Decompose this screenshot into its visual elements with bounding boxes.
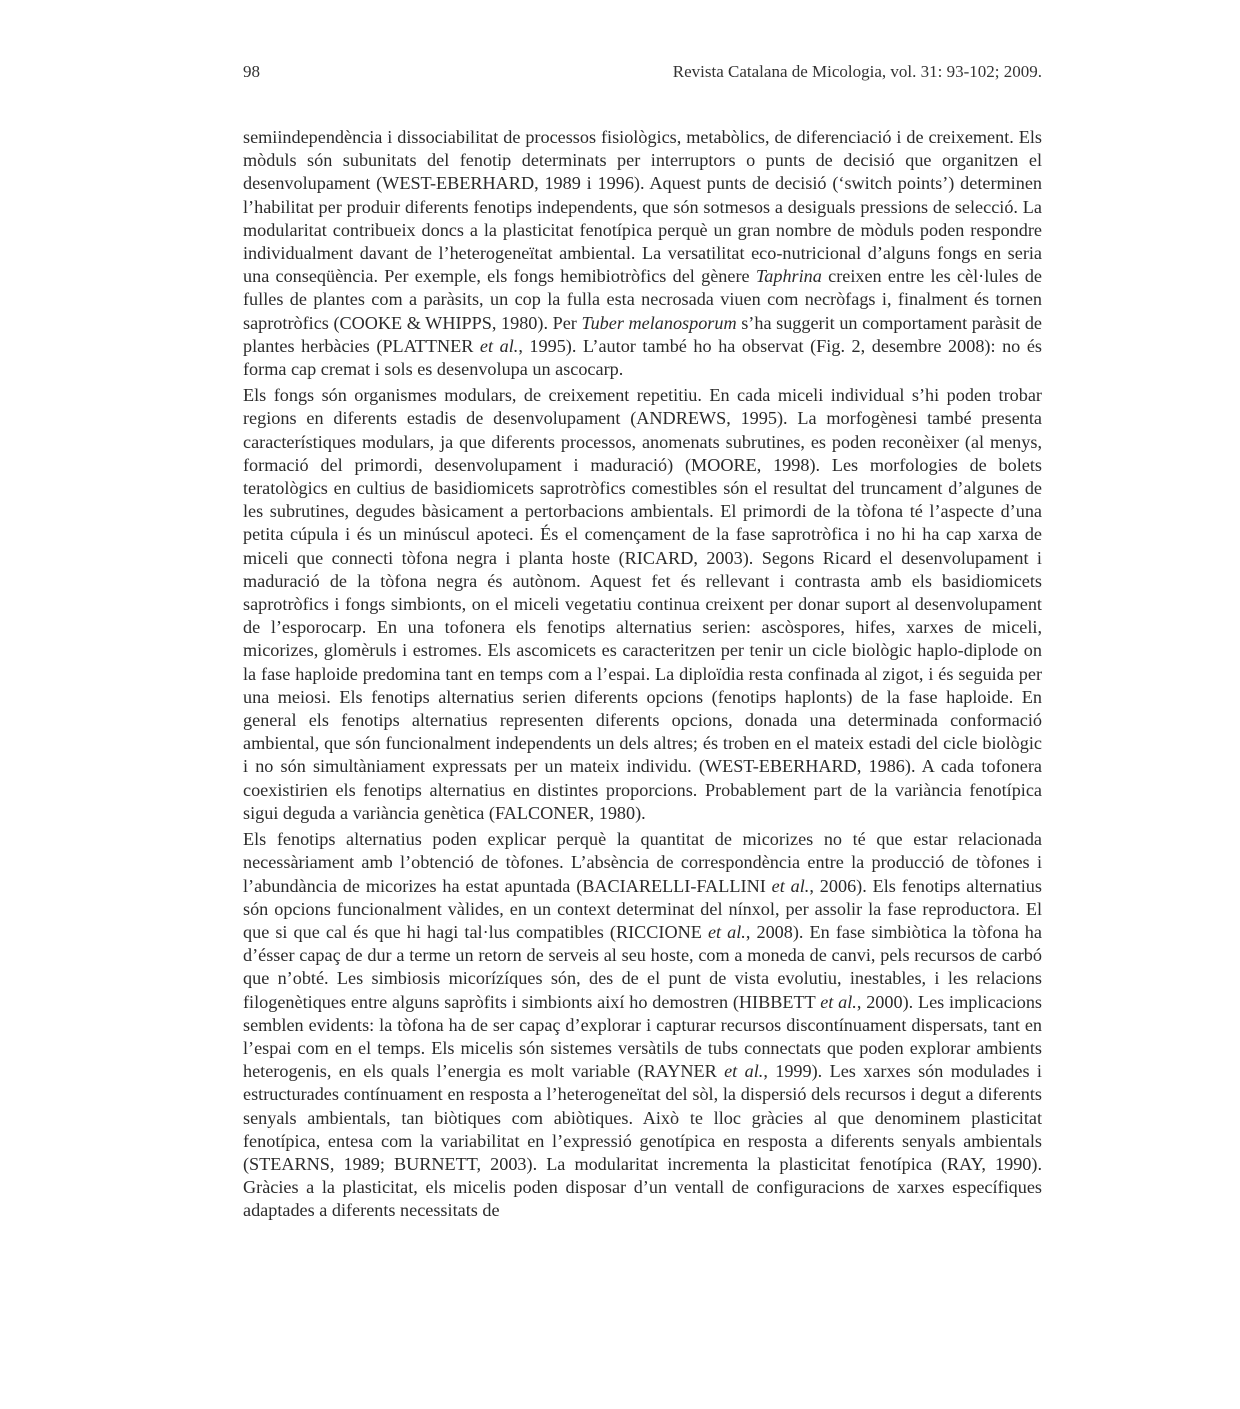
text-run: , 2000). Les implicacions semblen evidents: la tòfona ha de ser capaç d’explorar i capturar recursos discontínuament dispersats, tant en l’espai com en el temps. Els micelis són sistemes versàtils de tubs connectats que poden explorar ambients heterogenis, en els quals l’energia es molt variable (RAYNER bbox=[243, 991, 1042, 1082]
paragraph-1 bbox=[243, 126, 1042, 381]
text-run: , 2006). Els fenotips alternatius són opcions funcionalment vàlides, en un context determinat del nínxol, per assolir la fase reproductora. El que si que cal és que hi hagi tal·lus compatibles (RICCIONE bbox=[243, 875, 1042, 942]
text-run: semiindependència i dissociabilitat de processos fisiològics, metabòlics, de diferenciació i de creixement. Els mòduls són subunitats del fenotip determinats per interruptors o punts de decisió que organitzen el desenvolupament (WEST-EBERHARD, 1989 i 1996). Aquest punts de decisió (‘switch points’) determinen l’habilitat per produir diferents fenotips independents, que són sotmesos a desiguals pressions de selecció. La modularitat contribueix doncs a la plasticitat fenotípica perquè un gran nombre de mòduls poden respondre individualment davant de l’heterogeneïtat ambiental. La versatilitat eco-nutricional d’alguns fongs en seria una conseqüència. Per exemple, els fongs hemibiotròfics del gènere bbox=[243, 127, 1042, 287]
text-run: , 2008). En fase simbiòtica la tòfona ha d’ésser capaç de dur a terme un retorn de serveis al seu hoste, com a moneda de canvi, pels recursos de carbó que n’obté. Les simbiosis micorízíques són, des de el punt de vista evolutiu, inestables, i les relacions filogenètiques entre alguns sapròfits i simbionts així ho demostren (HIBBETT bbox=[243, 921, 1042, 1012]
italic-taxon: Taphrina bbox=[755, 266, 822, 287]
text-run: s’ha suggerit un comportament paràsit de plantes herbàcies (PLATTNER bbox=[243, 312, 1043, 356]
italic-taxon: Tuber melanosporum bbox=[581, 312, 737, 333]
italic-et-al: et al. bbox=[479, 335, 519, 356]
text-run: Els fongs són organismes modulars, de creixement repetitiu. En cada miceli individual s’hi poden trobar regions en diferents estadis de desenvolupament (ANDREWS, 1995). La morfogènesi també presenta característiques modulars, ja que diferents processos, anomenats subrutines, es poden reconèixer (al menys, formació del primordi, desenvolupament i maduració) (MOORE, 1998). Les morfologies de bolets teratològics en cultius de basidiomicets saprotròfics comestibles són el resultat del truncament d’algunes de les subrutines, degudes bàsicament a pertorbacions ambientals. El primordi de la tòfona té l’aspecte d’una petita cúpula i és un minúscul apoteci. És el començament de la fase saprotròfica i no hi ha cap xarxa de miceli que connecti tòfona negra i planta hoste (RICARD, 2003). Segons Ricard el desenvolupament i maduració de la tòfona negra és autònom. Aquest fet és rellevant i contrasta amb els basidiomicets saprotròfics i fongs simbionts, on el miceli vegetatiu continua creixent per donar suport al desenvolupament de l’esporocarp. En una tofonera els fenotips alternatius serien: ascòspores, hifes, xarxes de miceli, micorizes, glomèruls i estromes. Els ascomicets es caracteritzen per tenir un cicle biològic haplo-diplode on la fase haploide predomina tant en temps com a l’espai. La diploïdia resta confinada al zigot, i és seguida per una meiosi. Els fenotips alternatius serien diferents opcions (fenotips haplonts) de la fase haploide. En general els fenotips alternatius representen diferents opcions, donada una determinada conformació ambiental, que són funcionalment independents un dels altres; és troben en el mateix estadi del cicle biològic i no són simultàniament expressats per un mateix individu. (WEST-EBERHARD, 1986). A cada tofonera coexistirien els fenotips alternatius en distintes proporcions. Probablement part de la variància fenotípica sigui deguda a variància genètica (FALCONER, 1980). bbox=[243, 385, 1042, 823]
journal-reference: Revista Catalana de Micologia, vol. 31: 93-102; 2009. bbox=[672, 62, 1042, 81]
text-run: Els fenotips alternatius poden explicar perquè la quantitat de micorizes no té que estar relacionada necessàriament amb l’obtenció de tòfones. L’absència de correspondència entre la producció de tòfones i l’abundància de micorizes ha estat apuntada (BACIARELLI-FALLINI bbox=[243, 829, 1042, 896]
paragraph-3 bbox=[243, 828, 1042, 1222]
text-run: , 1999). Les xarxes són modulades i estructurades contínuament en resposta a l’heterogeneïtat del sòl, la dispersió dels recursos i degut a diferents senyals ambientals, tan biòtiques com abiòtiques. Això te lloc gràcies al que denominem plasticitat fenotípica, entesa com la variabilitat en l’expressió genotípica en resposta a diferents senyals ambientals (STEARNS, 1989; BURNETT, 2003). La modularitat incrementa la plasticitat fenotípica (RAY, 1990). Gràcies a la plasticitat, els micelis poden disposar d’un ventall de configuracions de xarxes específiques adaptades a diferents necessitats de bbox=[243, 1061, 1042, 1221]
italic-et-al: et al. bbox=[724, 1061, 764, 1082]
page-number: 98 bbox=[243, 62, 260, 81]
italic-et-al: et al. bbox=[771, 875, 810, 896]
italic-et-al: et al. bbox=[820, 991, 857, 1012]
paragraph-2 bbox=[243, 384, 1042, 825]
italic-et-al: et al. bbox=[707, 921, 746, 942]
text-run: , 1995). L’autor també ho ha observat (Fig. 2, desembre 2008): no és forma cap cremat i sols es desenvolupa un ascocarp. bbox=[243, 335, 1043, 380]
body-text bbox=[243, 126, 1042, 1225]
text-run: creixen entre les cèl·lules de fulles de plantes com a paràsits, un cop la fulla esta necrosada viuen com necròfags i, finalment és tornen saprotròfics (COOKE & WHIPPS, 1980). Per bbox=[243, 266, 1042, 333]
